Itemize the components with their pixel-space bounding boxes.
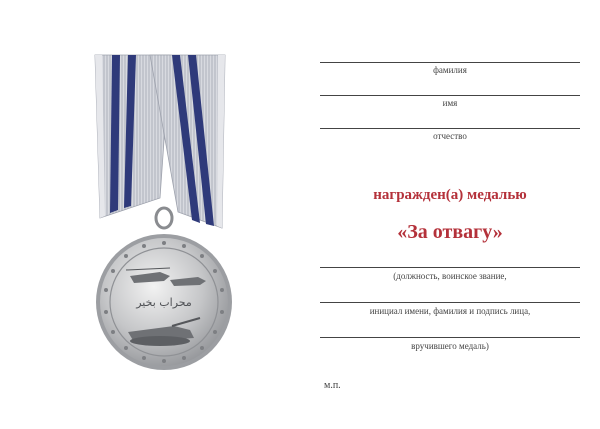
medal-name: «За отвагу» (397, 221, 503, 243)
name-line (320, 95, 580, 96)
patronymic-caption: отчество (433, 131, 467, 141)
signature-caption-3: вручившего медаль) (411, 341, 489, 351)
signature-line-1 (320, 267, 580, 268)
surname-caption: фамилия (433, 65, 467, 75)
signature-caption-1: (должность, воинское звание, (393, 271, 507, 281)
signature-line-2 (320, 302, 580, 303)
suspension-ring (156, 208, 172, 228)
signature-line-3 (320, 337, 580, 338)
signature-caption-2: инициал имени, фамилия и подпись лица, (369, 306, 531, 316)
medal-inscription: محراب بخير (136, 296, 192, 309)
stamp-place: м.п. (324, 380, 341, 391)
medal-illustration (60, 40, 260, 380)
medal-svg (60, 40, 260, 380)
award-line: награжден(а) медалью (373, 187, 527, 203)
medal-disc (96, 234, 232, 370)
name-caption: имя (442, 98, 458, 108)
surname-line (320, 62, 580, 63)
patronymic-line (320, 128, 580, 129)
